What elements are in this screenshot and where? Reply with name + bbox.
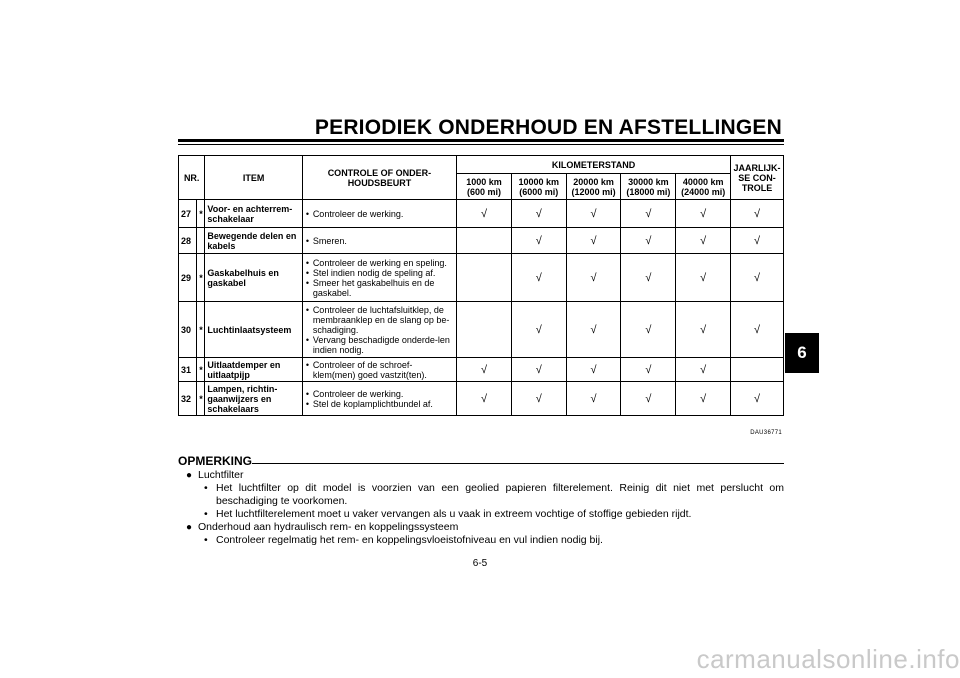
row-check xyxy=(302,302,456,358)
note-item xyxy=(186,482,784,508)
check-mark-km-0 xyxy=(457,228,512,254)
check-mark-km-4: √ xyxy=(676,358,731,382)
note-body xyxy=(186,469,784,547)
row-number: 29 xyxy=(179,254,197,302)
bullet-icon: ● xyxy=(186,470,193,481)
note-section xyxy=(186,521,784,534)
header-km-4: 40000 km (24000 mi) xyxy=(676,174,731,200)
check-mark-km-4: √ xyxy=(676,382,731,416)
note-item-text: Het luchtfilter op dit model is voorzien van een geolied papieren filterelement. Reinig dit niet met perslucht om beschadiging te voorkomen. xyxy=(216,482,784,507)
check-mark-km-0: √ xyxy=(457,358,512,382)
check-mark-yearly: √ xyxy=(731,254,784,302)
check-mark-km-4: √ xyxy=(676,228,731,254)
table-row xyxy=(179,228,784,254)
row-item: Luchtinlaatsysteem xyxy=(205,302,302,358)
sub-bullet-icon: • xyxy=(204,482,208,494)
check-mark-km-4: √ xyxy=(676,200,731,228)
check-mark-km-1: √ xyxy=(511,358,566,382)
header-km-0: 1000 km (600 mi) xyxy=(457,174,512,200)
check-item: • Controleer de werking. xyxy=(305,209,454,219)
check-item: • Controleer de werking. xyxy=(305,389,454,399)
header-km-3: 30000 km (18000 mi) xyxy=(621,174,676,200)
check-item: • Stel de koplamplichtbundel af. xyxy=(305,399,454,409)
table-row xyxy=(179,254,784,302)
note-rule xyxy=(252,463,784,464)
check-mark-km-1: √ xyxy=(511,200,566,228)
check-mark-km-1: √ xyxy=(511,228,566,254)
row-number: 27 xyxy=(179,200,197,228)
check-mark-km-3: √ xyxy=(621,228,676,254)
row-asterisk: * xyxy=(197,254,205,302)
check-mark-km-1: √ xyxy=(511,302,566,358)
check-mark-yearly: √ xyxy=(731,302,784,358)
check-mark-km-2: √ xyxy=(566,302,621,358)
check-mark-km-3: √ xyxy=(621,254,676,302)
header-km-1: 10000 km (6000 mi) xyxy=(511,174,566,200)
row-item: Gaskabelhuis en gaskabel xyxy=(205,254,302,302)
check-mark-yearly: √ xyxy=(731,228,784,254)
check-item: • Smeren. xyxy=(305,236,454,246)
table-row xyxy=(179,200,784,228)
row-item: Bewegende delen en kabels xyxy=(205,228,302,254)
check-mark-km-2: √ xyxy=(566,382,621,416)
row-number: 30 xyxy=(179,302,197,358)
note-item xyxy=(186,534,784,547)
check-mark-km-2: √ xyxy=(566,254,621,302)
note-section-title: Luchtfilter xyxy=(198,469,244,481)
check-mark-km-2: √ xyxy=(566,358,621,382)
header-km-2: 20000 km (12000 mi) xyxy=(566,174,621,200)
chapter-tab[interactable]: 6 xyxy=(785,333,819,373)
maintenance-table xyxy=(178,155,784,416)
check-item: • Controleer de werking en speling. xyxy=(305,258,454,268)
note-item xyxy=(186,508,784,521)
row-number: 31 xyxy=(179,358,197,382)
check-item: • Stel indien nodig de speling af. xyxy=(305,268,454,278)
check-mark-km-3: √ xyxy=(621,382,676,416)
row-asterisk: * xyxy=(197,382,205,416)
row-check xyxy=(302,200,456,228)
row-number: 28 xyxy=(179,228,197,254)
check-mark-km-4: √ xyxy=(676,302,731,358)
header-check: CONTROLE OF ONDER-HOUDSBEURT xyxy=(302,156,456,200)
check-mark-yearly: √ xyxy=(731,382,784,416)
title-rule-thin xyxy=(178,144,784,145)
row-asterisk xyxy=(197,228,205,254)
doc-code: DAU36771 xyxy=(750,430,782,436)
row-item: Lampen, richtin-gaanwijzers en schakelaars xyxy=(205,382,302,416)
header-item: ITEM xyxy=(205,156,302,200)
watermark: carmanualsonline.info xyxy=(696,644,960,674)
note-item-text: Controleer regelmatig het rem- en koppelingsvloeistofniveau en vul indien nodig bij. xyxy=(216,534,603,546)
check-mark-km-2: √ xyxy=(566,200,621,228)
row-check xyxy=(302,228,456,254)
header-yearly: JAARLIJK-SE CON-TROLE xyxy=(731,156,784,200)
check-mark-km-3: √ xyxy=(621,302,676,358)
check-item: • Controleer de luchtafsluitklep, de membraanklep en de slang op be-schadiging. xyxy=(305,305,454,335)
header-km-group: KILOMETERSTAND xyxy=(457,156,731,174)
note-section xyxy=(186,469,784,482)
note-item-text: Het luchtfilterelement moet u vaker vervangen als u vaak in extreem vochtige of stoffige gebieden rijdt. xyxy=(216,508,692,520)
row-item: Uitlaatdemper en uitlaatpijp xyxy=(205,358,302,382)
title-rule xyxy=(178,139,784,142)
row-item: Voor- en achterrem-schakelaar xyxy=(205,200,302,228)
check-item: • Vervang beschadigde onderde-len indien nodig. xyxy=(305,335,454,355)
check-mark-yearly xyxy=(731,358,784,382)
check-item: • Smeer het gaskabelhuis en de gaskabel. xyxy=(305,278,454,298)
row-number: 32 xyxy=(179,382,197,416)
sub-bullet-icon: • xyxy=(204,534,208,546)
row-check xyxy=(302,382,456,416)
check-mark-km-3: √ xyxy=(621,358,676,382)
check-mark-km-1: √ xyxy=(511,254,566,302)
check-mark-km-3: √ xyxy=(621,200,676,228)
check-mark-yearly: √ xyxy=(731,200,784,228)
row-asterisk: * xyxy=(197,302,205,358)
page-number: 6-5 xyxy=(472,558,488,569)
row-check xyxy=(302,254,456,302)
check-mark-km-0: √ xyxy=(457,200,512,228)
page-title: PERIODIEK ONDERHOUD EN AFSTELLINGEN xyxy=(314,116,782,139)
row-asterisk: * xyxy=(197,200,205,228)
table-row xyxy=(179,358,784,382)
check-mark-km-0: √ xyxy=(457,382,512,416)
sub-bullet-icon: • xyxy=(204,508,208,520)
check-item: • Controleer of de schroef-klem(men) goed vastzit(ten). xyxy=(305,360,454,380)
check-mark-km-2: √ xyxy=(566,228,621,254)
note-heading: OPMERKING xyxy=(178,454,253,468)
row-check xyxy=(302,358,456,382)
check-mark-km-0 xyxy=(457,302,512,358)
bullet-icon: ● xyxy=(186,522,193,533)
note-section-title: Onderhoud aan hydraulisch rem- en koppelingssysteem xyxy=(198,521,459,533)
check-mark-km-4: √ xyxy=(676,254,731,302)
table-row xyxy=(179,302,784,358)
row-asterisk: * xyxy=(197,358,205,382)
header-nr: NR. xyxy=(179,156,205,200)
check-mark-km-1: √ xyxy=(511,382,566,416)
table-row xyxy=(179,382,784,416)
check-mark-km-0 xyxy=(457,254,512,302)
